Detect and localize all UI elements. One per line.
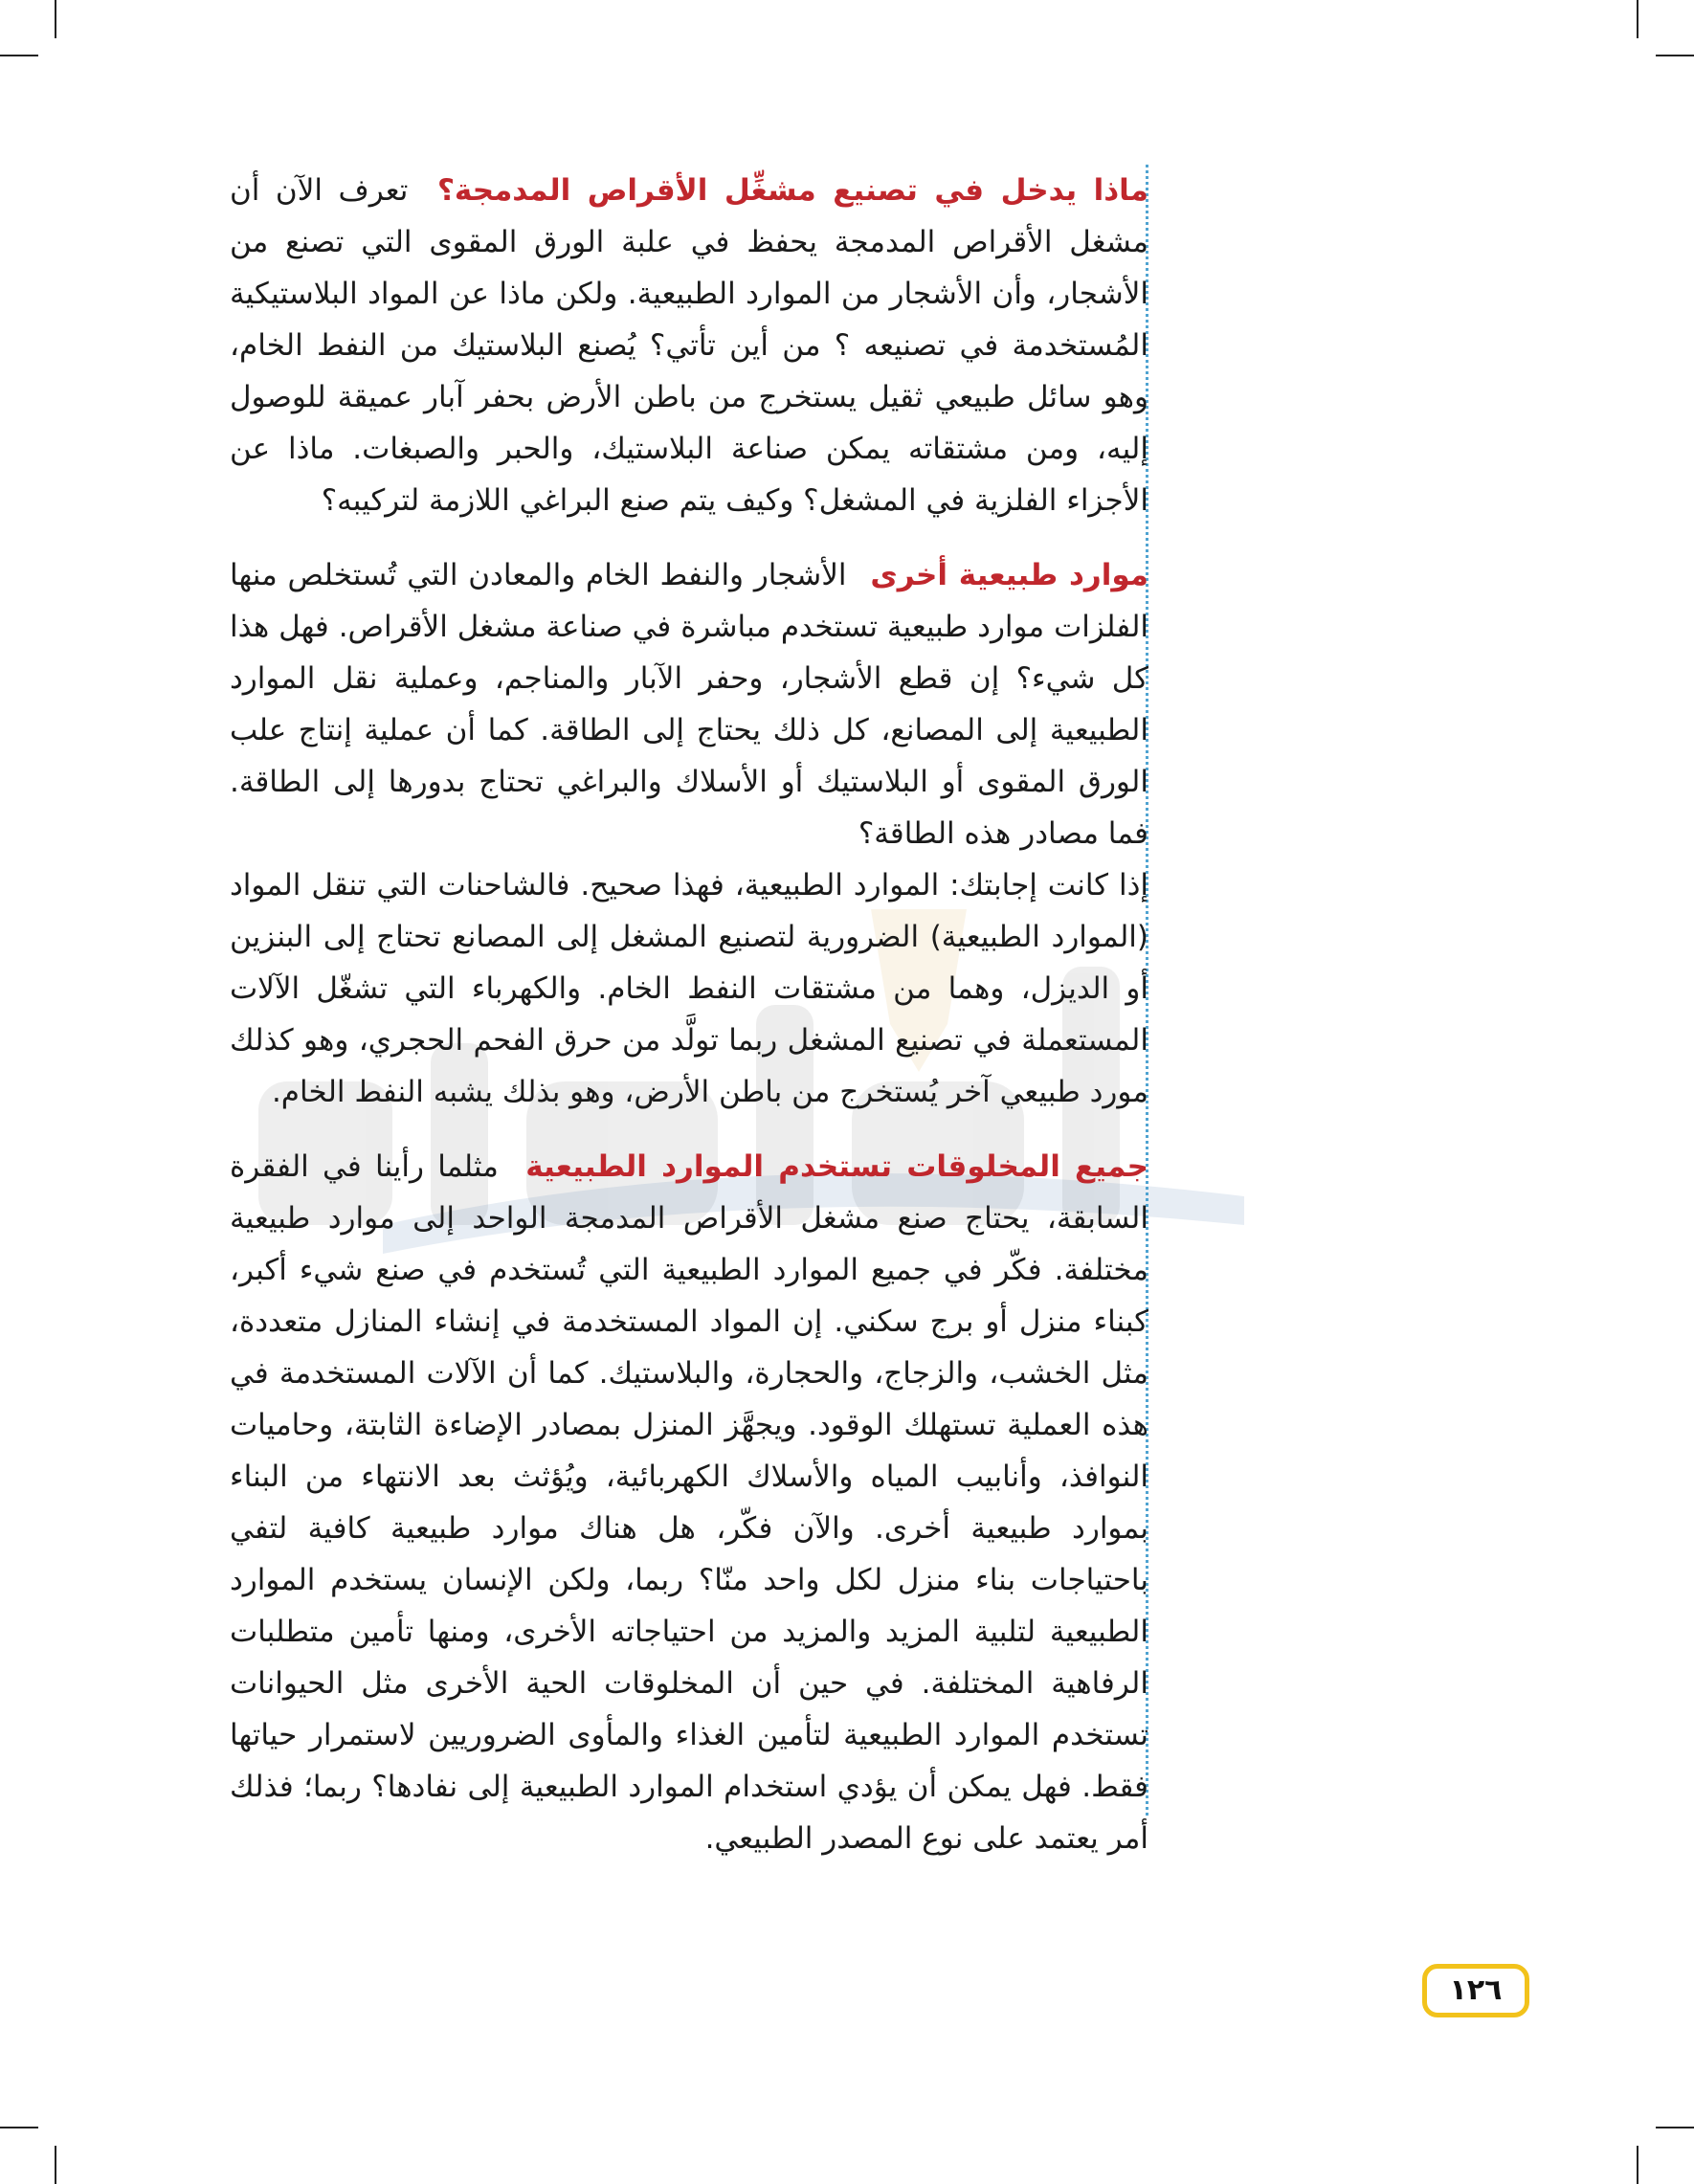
crop-mark-left-bottom [0,2127,38,2128]
section-paragraph [230,859,1148,1118]
crop-mark-top-left [55,0,56,38]
section-heading: ماذا يدخل في تصنيع مشغِّل الأقراص المدمجة؟ [436,173,1148,208]
section-body: تعرف الآن أن مشغل الأقراص المدمجة يحفظ في علبة الورق المقوى التي تصنع من الأشجار، وأن الأشجار من الموارد الطبيعية. ولكن ماذا عن المواد البلاستيكية المُستخدمة في تصنيعه ؟ من أين تأتي؟ يُصنع البلاستيك من النفط الخام، وهو سائل طبيعي ثقيل يستخرج من باطن الأرض بحفر آبار عميقة للوصول إليه، ومن مشتقاته يمكن صناعة البلاستيك، والحبر والصبغات. ماذا عن الأجزاء الفلزية في المشغل؟ وكيف يتم صنع البراغي اللازمة لتركيبه؟ [230,173,1148,518]
crop-mark-left-top [0,55,38,56]
section-paragraph [230,549,1148,859]
crop-mark-bottom-left [55,2146,56,2184]
section-paragraph [230,165,1148,526]
section-body: الأشجار والنفط الخام والمعادن التي تُستخلص منها الفلزات موارد طبيعية تستخدم مباشرة في صناعة مشغل الأقراص. فهل هذا كل شيء؟ إن قطع الأشجار، وحفر الآبار والمناجم، وعملية نقل الموارد الطبيعية إلى المصانع، كل ذلك يحتاج إلى الطاقة. كما أن عملية إنتاج علب الورق المقوى أو البلاستيك أو الأسلاك والبراغي تحتاج بدورها إلى الطاقة. فما مصادر هذه الطاقة؟ [230,558,1148,851]
page-number-badge: ١٢٦ [1422,1964,1529,2017]
section-body: إذا كانت إجابتك: الموارد الطبيعية، فهذا صحيح. فالشاحنات التي تنقل المواد (الموارد الطبيعية) الضرورية لتصنيع المشغل إلى المصانع تحتاج إلى البنزين أو الديزل، وهما من مشتقات النفط الخام. والكهرباء التي تشغّل الآلات المستعملة في تصنيع المشغل ربما تولَّد من حرق الفحم الحجري، وهو كذلك مورد طبيعي آخر يُستخرج من باطن الأرض، وهو بذلك يشبه النفط الخام. [230,868,1148,1109]
crop-mark-right-top [1656,55,1694,56]
crop-mark-bottom-right [1637,2146,1638,2184]
crop-mark-right-bottom [1656,2127,1694,2128]
section-heading: جميع المخلوقات تستخدم الموارد الطبيعية [525,1149,1149,1184]
text-column [230,165,1148,1864]
section-paragraph [230,1141,1148,1864]
section-heading: موارد طبيعية أخرى [870,558,1148,592]
section-body: مثلما رأينا في الفقرة السابقة، يحتاج صنع مشغل الأقراص المدمجة الواحد إلى موارد طبيعية مختلفة. فكّر في جميع الموارد الطبيعية التي تُستخدم في صنع شيء أكبر، كبناء منزل أو برج سكني. إن المواد المستخدمة في إنشاء المنازل متعددة، مثل الخشب، والزجاج، والحجارة، والبلاستيك. كما أن الآلات المستخدمة في هذه العملية تستهلك الوقود. ويجهَّز المنزل بمصادر الإضاءة الثابتة، وحاميات النوافذ، وأنابيب المياه والأسلاك الكهربائية، ويُؤثث بعد الانتهاء من البناء بموارد طبيعية أخرى. والآن فكّر، هل هناك موارد طبيعية كافية لتفي باحتياجات بناء منزل لكل واحد منّا؟ ربما، ولكن الإنسان يستخدم الموارد الطبيعية لتلبية المزيد والمزيد من احتياجاته الأخرى، ومنها تأمين متطلبات الرفاهية المختلفة. في حين أن المخلوقات الحية الأخرى مثل الحيوانات تستخدم الموارد الطبيعية لتأمين الغذاء والمأوى الضروريين لاستمرار حياتها فقط. فهل يمكن أن يؤدي استخدام الموارد الطبيعية إلى نفادها؟ ربما؛ فذلك أمر يعتمد على نوع المصدر الطبيعي. [230,1149,1148,1856]
crop-mark-top-right [1637,0,1638,38]
